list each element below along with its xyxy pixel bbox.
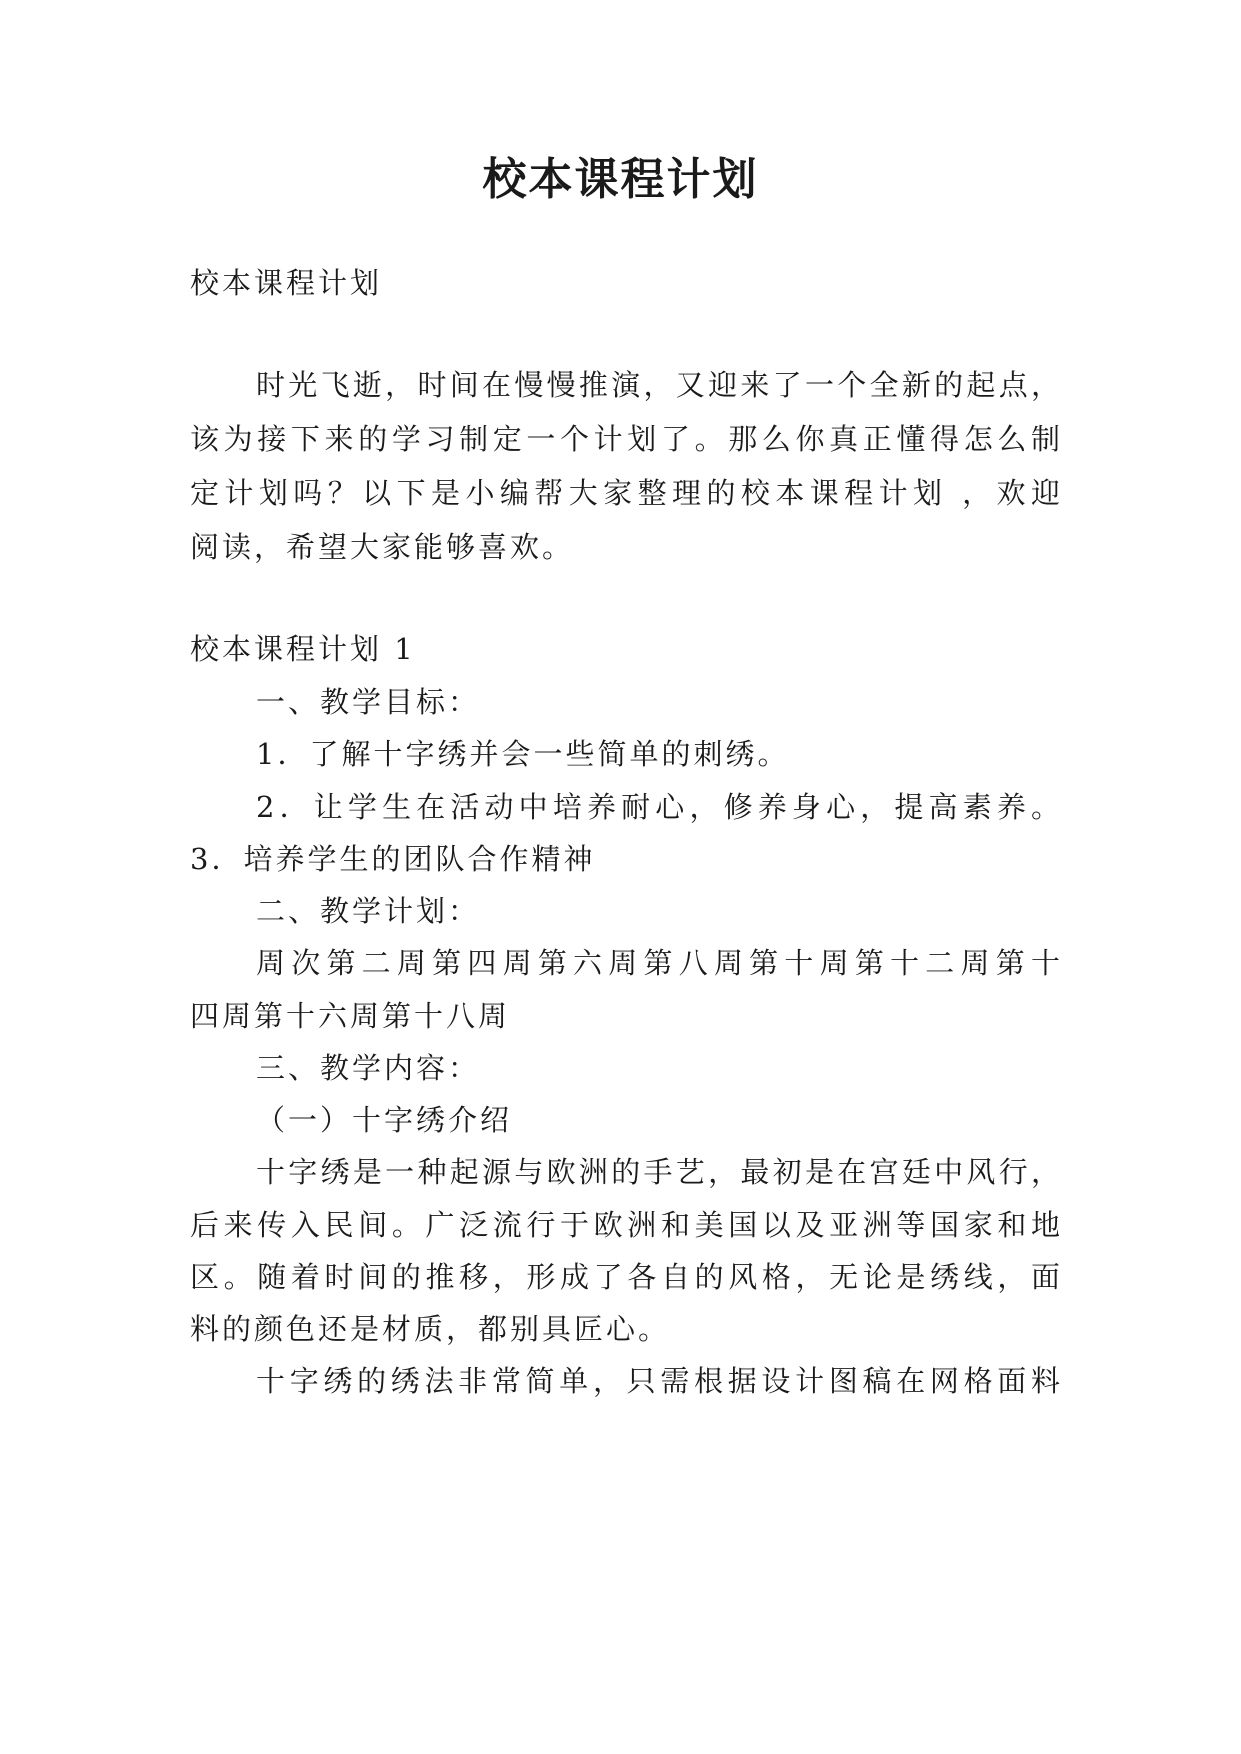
content-heading: 三、教学内容： <box>256 1051 481 1085</box>
plan-text-line: 四周第十六周第十八周 <box>190 999 511 1033</box>
paragraph-line: 区。随着时间的推移，形成了各自的风格，无论是绣线，面 <box>190 1260 1060 1294</box>
paragraph-line: 后来传入民间。广泛流行于欧洲和美国以及亚洲等国家和地 <box>190 1208 1060 1242</box>
plan-heading: 二、教学计划： <box>256 894 481 928</box>
goal-item: 2．让学生在活动中培养耐心，修养身心，提高素养。 <box>256 790 1060 824</box>
paragraph-line: 十字绣的绣法非常简单，只需根据设计图稿在网格面料 <box>256 1364 1060 1398</box>
goal-item: 1．了解十字绣并会一些简单的刺绣。 <box>256 737 790 771</box>
document-subtitle: 校本课程计划 <box>190 266 383 300</box>
goal-item: 3．培养学生的团队合作精神 <box>190 842 596 876</box>
intro-line: 时光飞逝，时间在慢慢推演，又迎来了一个全新的起点， <box>256 368 1060 402</box>
plan-text-line: 周次第二周第四周第六周第八周第十周第十二周第十 <box>256 946 1060 980</box>
document-title: 校本课程计划 <box>482 154 759 205</box>
paragraph-line: 料的颜色还是材质，都别具匠心。 <box>190 1312 671 1346</box>
intro-line: 该为接下来的学习制定一个计划了。那么你真正懂得怎么制 <box>190 422 1060 456</box>
intro-line: 定计划吗？以下是小编帮大家整理的校本课程计划 ，欢迎 <box>190 476 1060 510</box>
section-heading: 校本课程计划 1 <box>190 632 416 666</box>
paragraph-line: 十字绣是一种起源与欧洲的手艺，最初是在宫廷中风行， <box>256 1155 1060 1189</box>
goals-heading: 一、教学目标： <box>256 685 481 719</box>
intro-line: 阅读，希望大家能够喜欢。 <box>190 530 575 564</box>
sub-heading: （一）十字绣介绍 <box>256 1103 513 1137</box>
